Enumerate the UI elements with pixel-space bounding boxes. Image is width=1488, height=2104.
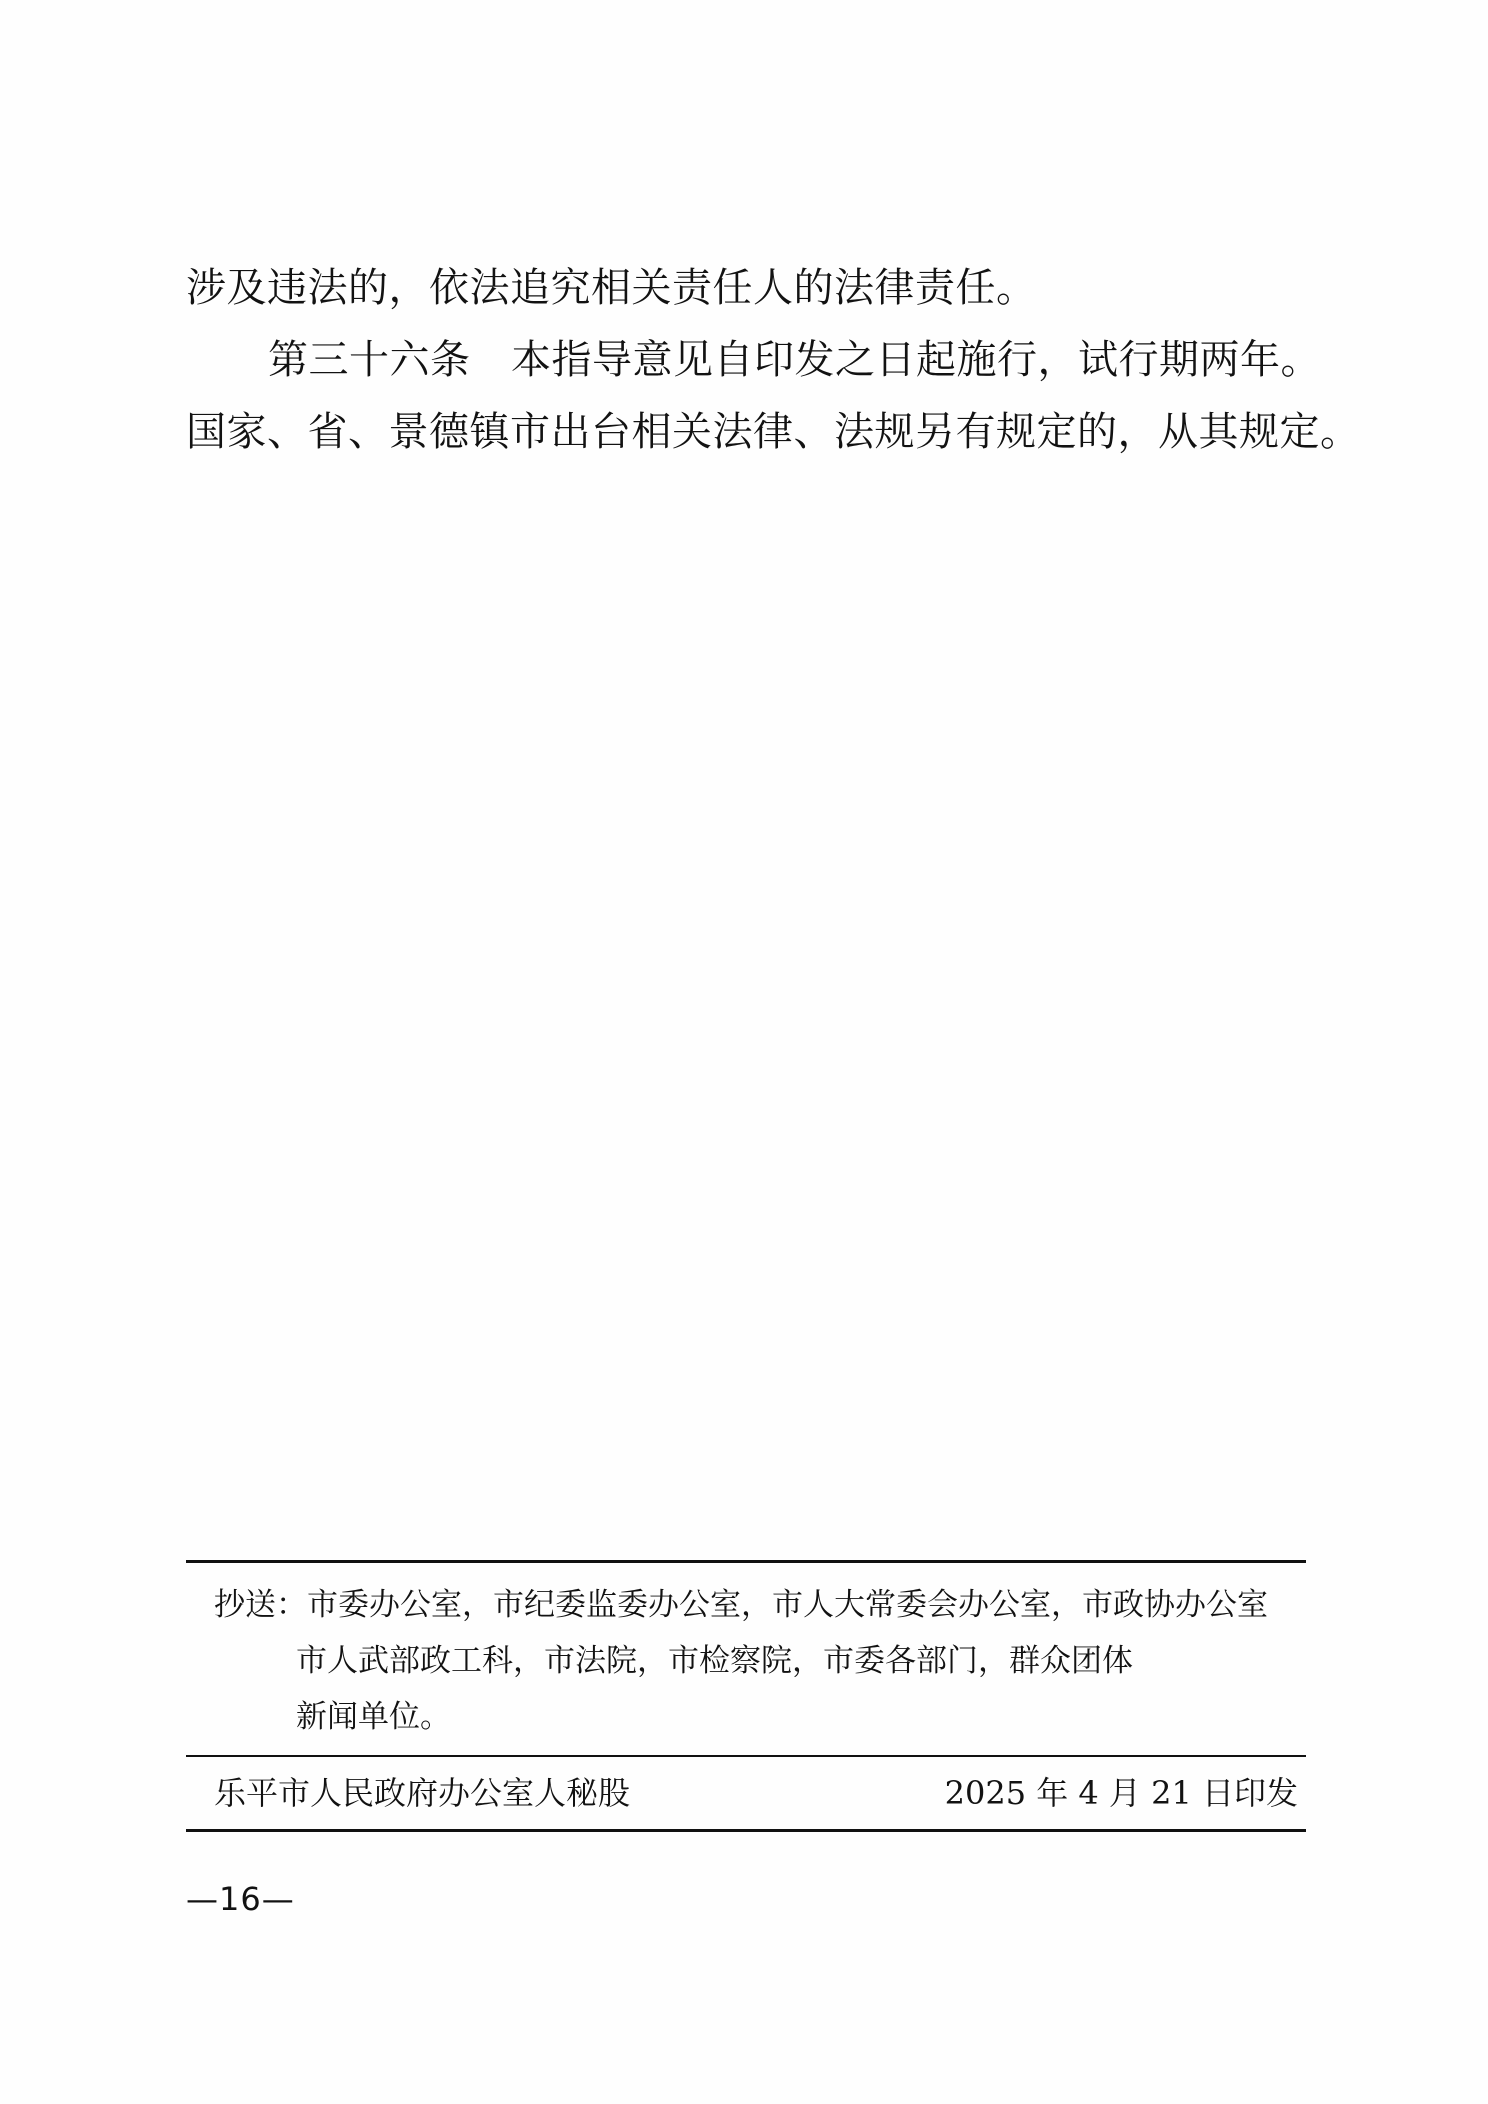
document-body — [186, 252, 1361, 468]
issuer-row — [186, 1757, 1306, 1829]
body-paragraph-line: 国家、省、景德镇市出台相关法律、法规另有规定的，从其规定。 — [186, 409, 1361, 455]
body-paragraph-line: 涉及违法的，依法追究相关责任人的法律责任。 — [186, 265, 1037, 311]
issue-date: 2025 年 4 月 21 日印发 — [944, 1774, 1298, 1812]
cc-line: 抄送：市委办公室，市纪委监委办公室，市人大常委会办公室，市政协办公室 — [214, 1587, 1268, 1623]
footer-bottom-divider — [186, 1829, 1306, 1832]
document-footer — [186, 1560, 1306, 1832]
cc-line: 新闻单位。 — [296, 1699, 451, 1735]
body-paragraph-line: 第三十六条 本指导意见自印发之日起施行，试行期两年。 — [268, 337, 1321, 383]
page-number: —16— — [186, 1880, 295, 1918]
cc-line: 市人武部政工科，市法院，市检察院，市委各部门，群众团体 — [296, 1643, 1133, 1679]
issuer-name: 乐平市人民政府办公室人秘股 — [214, 1774, 631, 1812]
cc-block — [186, 1563, 1306, 1755]
